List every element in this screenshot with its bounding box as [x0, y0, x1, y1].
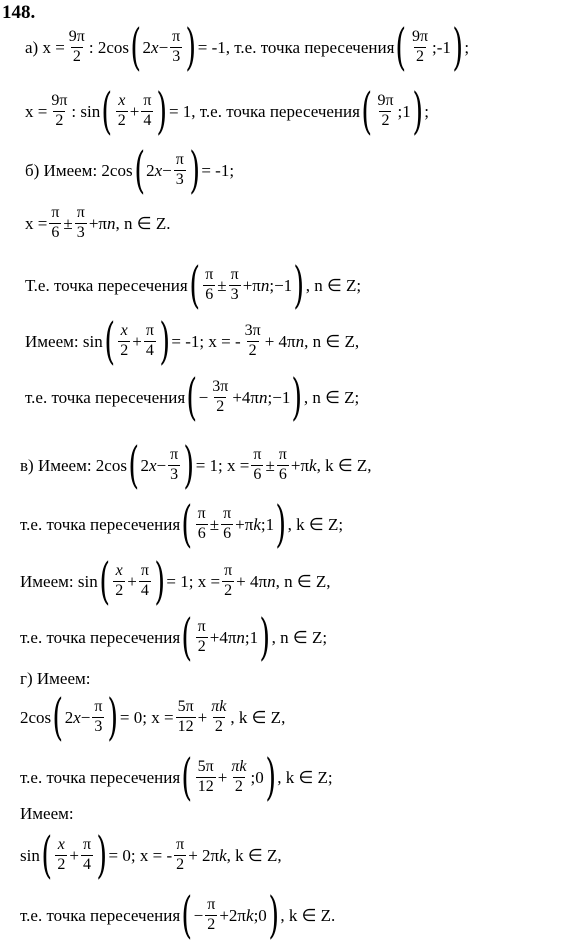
math-text: = -1, т.е. точка пересечения: [197, 37, 395, 57]
fraction-denominator: 3: [170, 465, 179, 483]
fraction: [176, 699, 196, 736]
math-text: −: [156, 455, 167, 475]
right-paren: ): [293, 256, 305, 314]
fraction-denominator: 2: [117, 111, 126, 129]
math-text: : 2cos: [88, 37, 130, 57]
fraction-denominator: 2: [57, 855, 66, 873]
fraction: [116, 93, 128, 130]
fraction-numerator: 3π: [244, 321, 261, 339]
math-variable: k: [219, 845, 227, 865]
math-text: Имеем: sin: [25, 331, 103, 351]
fraction-denominator: 12: [197, 777, 214, 795]
math-variable: n: [260, 275, 270, 295]
fraction: [222, 563, 234, 600]
fraction: [196, 619, 208, 656]
math-variable: x: [73, 707, 81, 727]
math-text: +π: [88, 213, 108, 233]
math-text: ;1: [244, 627, 259, 647]
right-paren: ): [268, 886, 279, 944]
math-line: [20, 668, 91, 687]
math-line: [20, 748, 333, 806]
math-line: [20, 803, 74, 822]
math-text: = -1; x = -: [171, 331, 241, 351]
math-text: +: [69, 845, 79, 865]
right-paren: ): [159, 312, 171, 370]
fraction: [67, 29, 87, 66]
fraction-numerator: π: [94, 697, 103, 715]
math-text: т.е. точка пересечения: [20, 767, 181, 787]
fraction-numerator: 5π: [197, 757, 214, 775]
math-text: ;1: [397, 101, 411, 121]
math-text: т.е. точка пересечения: [20, 627, 181, 647]
fraction-numerator: π: [230, 265, 239, 283]
fraction: [81, 837, 93, 874]
fraction-numerator: π: [145, 321, 154, 339]
math-text: −: [162, 160, 172, 180]
fraction-numerator: x: [120, 321, 128, 339]
left-paren: (: [41, 826, 52, 884]
math-line: [25, 18, 470, 76]
fraction-numerator: π: [170, 445, 179, 463]
left-paren: (: [395, 18, 407, 76]
math-line: [20, 886, 336, 944]
math-text: ;1: [260, 514, 275, 534]
math-text: ;−1: [267, 387, 291, 407]
math-text: +4π: [209, 627, 237, 647]
left-paren: (: [99, 552, 110, 610]
fraction-denominator: 2: [115, 581, 124, 599]
fraction: [75, 205, 87, 242]
fraction-numerator: π: [143, 91, 152, 109]
math-line: [20, 688, 286, 746]
math-variable: n: [267, 571, 276, 591]
fraction-denominator: 2: [72, 47, 81, 65]
math-text: ±: [265, 455, 275, 475]
math-line: [20, 826, 282, 884]
fraction-numerator: 9π: [411, 27, 429, 45]
right-paren: ): [156, 82, 168, 140]
math-text: 2: [64, 707, 74, 727]
fraction-denominator: 2: [55, 111, 64, 129]
left-paren: (: [181, 608, 193, 666]
right-paren: ): [96, 826, 108, 884]
fraction-denominator: 2: [224, 581, 233, 599]
fraction-numerator: π: [175, 150, 184, 168]
fraction: [277, 447, 289, 484]
math-text: + 2π: [188, 845, 220, 865]
fraction: [49, 205, 61, 242]
fraction: [174, 152, 186, 189]
fraction-numerator: 9π: [68, 27, 85, 45]
right-paren: ): [275, 495, 287, 553]
math-text: ±: [217, 275, 227, 295]
fraction-numerator: π: [197, 617, 206, 635]
fraction-numerator: π: [82, 835, 92, 853]
math-text: + 4π: [264, 331, 296, 351]
fraction-numerator: x: [57, 835, 65, 853]
math-text: +: [197, 707, 208, 727]
fraction-numerator: 5π: [177, 697, 194, 715]
fraction-numerator: π: [223, 504, 232, 522]
math-text: , k ∈ Z,: [316, 455, 372, 475]
fraction: [49, 93, 69, 130]
fraction-denominator: 2: [120, 341, 129, 359]
left-paren: (: [104, 312, 115, 370]
fraction: [243, 323, 263, 360]
fraction-numerator: π: [140, 561, 149, 579]
left-paren: (: [181, 886, 193, 944]
math-text: а) x =: [25, 37, 65, 57]
math-text: ;0: [253, 905, 267, 925]
math-variable: k: [253, 514, 261, 534]
math-variable: n: [295, 331, 305, 351]
fraction-denominator: 2: [415, 47, 424, 65]
fraction-denominator: 2: [248, 341, 257, 359]
fraction-denominator: 6: [205, 285, 214, 303]
fraction: [141, 93, 153, 130]
math-variable: x: [154, 160, 163, 180]
math-text: = 0; x =: [119, 707, 174, 727]
math-text: = 1, т.е. точка пересечения: [168, 101, 360, 121]
fraction-denominator: 3: [172, 47, 181, 65]
math-text: ;−1: [269, 275, 293, 295]
math-text: , n ∈ Z;: [305, 275, 362, 295]
fraction-numerator: π: [253, 445, 262, 463]
right-paren: ): [412, 82, 423, 140]
math-text: Имеем:: [20, 803, 74, 823]
math-line: [25, 256, 362, 314]
math-text: +π: [290, 455, 310, 475]
math-text: ±: [209, 514, 220, 534]
fraction-denominator: 2: [197, 637, 206, 655]
math-variable: n: [236, 627, 245, 647]
fraction-numerator: π: [207, 895, 216, 913]
math-line: [20, 608, 328, 666]
left-paren: (: [130, 18, 142, 76]
math-text: , k ∈ Z;: [287, 514, 344, 534]
math-text: ;: [464, 37, 470, 57]
fraction-denominator: 6: [278, 465, 287, 483]
math-line: [25, 368, 360, 426]
math-text: +: [217, 767, 228, 787]
right-paren: ): [265, 748, 276, 806]
math-text: sin: [20, 845, 40, 865]
math-text: 2: [140, 455, 149, 475]
math-text: −: [198, 387, 209, 407]
math-text: г) Имеем:: [20, 668, 91, 688]
math-text: , k ∈ Z,: [230, 707, 286, 727]
right-paren: ): [189, 141, 200, 199]
math-text: б) Имеем: 2cos: [25, 160, 133, 180]
math-text: +: [132, 331, 142, 351]
left-paren: (: [133, 141, 145, 199]
fraction-denominator: 2: [234, 777, 243, 795]
math-line: [25, 82, 430, 140]
math-variable: n: [107, 213, 116, 233]
left-paren: (: [52, 688, 64, 746]
fraction: [229, 759, 248, 796]
left-paren: (: [189, 256, 200, 314]
math-text: = 0; x = -: [108, 845, 173, 865]
math-text: , n ∈ Z,: [304, 331, 360, 351]
fraction-numerator: πk: [211, 697, 227, 715]
math-text: , n ∈ Z,: [275, 571, 331, 591]
math-text: −: [158, 37, 169, 57]
math-line: [25, 312, 360, 370]
fraction: [221, 506, 233, 543]
fraction: [410, 29, 430, 66]
math-text: Т.е. точка пересечения: [25, 275, 188, 295]
math-text: 2cos: [20, 707, 52, 727]
fraction-denominator: 2: [214, 717, 223, 735]
fraction-denominator: 6: [253, 465, 262, 483]
fraction: [113, 563, 125, 600]
fraction-denominator: 4: [145, 341, 154, 359]
fraction: [375, 93, 395, 130]
right-paren: ): [185, 18, 197, 76]
fraction: [209, 699, 228, 736]
fraction-numerator: πk: [231, 757, 247, 775]
fraction-denominator: 4: [143, 111, 152, 129]
fraction-denominator: 2: [216, 397, 225, 415]
fraction-denominator: 3: [230, 285, 239, 303]
problem-number: 148.: [2, 2, 36, 23]
fraction-numerator: π: [76, 204, 85, 221]
math-text: : sin: [71, 101, 101, 121]
math-text: , n ∈ Z;: [303, 387, 360, 407]
right-paren: ): [259, 608, 271, 666]
fraction: [205, 897, 217, 934]
math-text: , n ∈ Z.: [115, 213, 171, 233]
math-text: +: [129, 101, 140, 121]
left-paren: (: [186, 368, 198, 426]
fraction-denominator: 4: [82, 855, 91, 873]
fraction: [55, 837, 67, 874]
left-paren: (: [128, 436, 140, 494]
math-text: ;-1: [432, 37, 451, 57]
math-text: , k ∈ Z.: [280, 905, 336, 925]
math-line: [25, 205, 170, 242]
math-line: [20, 552, 331, 610]
math-text: x =: [25, 213, 48, 233]
math-text: ;0: [250, 767, 264, 787]
fraction-numerator: π: [224, 561, 233, 579]
fraction: [174, 837, 186, 874]
math-text: +π: [242, 275, 261, 295]
math-text: = -1;: [201, 160, 235, 180]
right-paren: ): [154, 552, 166, 610]
math-text: 2: [146, 160, 155, 180]
fraction: [210, 379, 230, 416]
math-variable: k: [246, 905, 254, 925]
math-text: ±: [63, 213, 73, 233]
math-text: +2π: [219, 905, 247, 925]
fraction-numerator: x: [118, 91, 126, 109]
math-text: , k ∈ Z;: [277, 767, 333, 787]
fraction-denominator: 3: [94, 717, 103, 735]
fraction-numerator: π: [205, 265, 214, 283]
fraction: [196, 506, 208, 543]
math-text: −: [193, 905, 204, 925]
fraction: [168, 447, 180, 484]
left-paren: (: [181, 748, 193, 806]
fraction-numerator: π: [278, 445, 287, 463]
fraction: [196, 759, 216, 796]
fraction-denominator: 6: [197, 524, 206, 542]
fraction: [251, 447, 263, 484]
math-text: = 1; x =: [166, 571, 221, 591]
math-text: т.е. точка пересечения: [20, 514, 181, 534]
right-paren: ): [452, 18, 464, 76]
math-variable: k: [309, 455, 317, 475]
math-line: [20, 495, 344, 553]
math-variable: x: [151, 37, 159, 57]
fraction-denominator: 6: [223, 524, 232, 542]
math-line: [20, 436, 372, 494]
fraction: [139, 563, 151, 600]
fraction: [92, 699, 104, 736]
fraction-denominator: 2: [207, 915, 216, 933]
math-text: , k ∈ Z,: [226, 845, 282, 865]
math-text: +: [127, 571, 137, 591]
right-paren: ): [291, 368, 303, 426]
fraction-numerator: 9π: [377, 91, 394, 109]
math-text: ;: [424, 101, 430, 121]
fraction: [203, 267, 215, 304]
fraction-numerator: π: [172, 27, 181, 45]
math-line: [25, 141, 235, 199]
math-variable: n: [259, 387, 268, 407]
fraction-numerator: 9π: [51, 91, 68, 109]
math-text: Имеем: sin: [20, 571, 98, 591]
fraction-denominator: 3: [76, 223, 85, 241]
fraction-numerator: π: [197, 504, 206, 522]
math-text: , n ∈ Z;: [271, 627, 328, 647]
math-text: −: [80, 707, 91, 727]
left-paren: (: [101, 82, 113, 140]
fraction: [229, 267, 241, 304]
math-text: = 1; x =: [195, 455, 250, 475]
left-paren: (: [361, 82, 373, 140]
math-text: + 4π: [236, 571, 268, 591]
left-paren: (: [181, 495, 193, 553]
math-variable: x: [148, 455, 157, 475]
fraction-denominator: 6: [51, 223, 60, 241]
fraction-numerator: 3π: [212, 377, 229, 395]
fraction: [170, 29, 182, 66]
fraction-numerator: π: [51, 204, 60, 221]
math-text: x =: [25, 101, 48, 121]
fraction: [118, 323, 130, 360]
fraction-denominator: 2: [176, 855, 185, 873]
math-text: +π: [235, 514, 254, 534]
math-text: т.е. точка пересечения: [25, 387, 186, 407]
math-text: т.е. точка пересечения: [20, 905, 181, 925]
fraction-denominator: 4: [140, 581, 149, 599]
fraction-denominator: 3: [175, 170, 184, 188]
right-paren: ): [183, 436, 195, 494]
fraction-numerator: π: [176, 835, 185, 853]
fraction-denominator: 12: [177, 717, 194, 735]
fraction-numerator: x: [115, 561, 123, 579]
right-paren: ): [107, 688, 119, 746]
fraction-denominator: 2: [381, 111, 390, 129]
math-text: +4π: [232, 387, 260, 407]
fraction: [144, 323, 156, 360]
math-text: 2: [142, 37, 152, 57]
math-text: в) Имеем: 2cos: [20, 455, 127, 475]
